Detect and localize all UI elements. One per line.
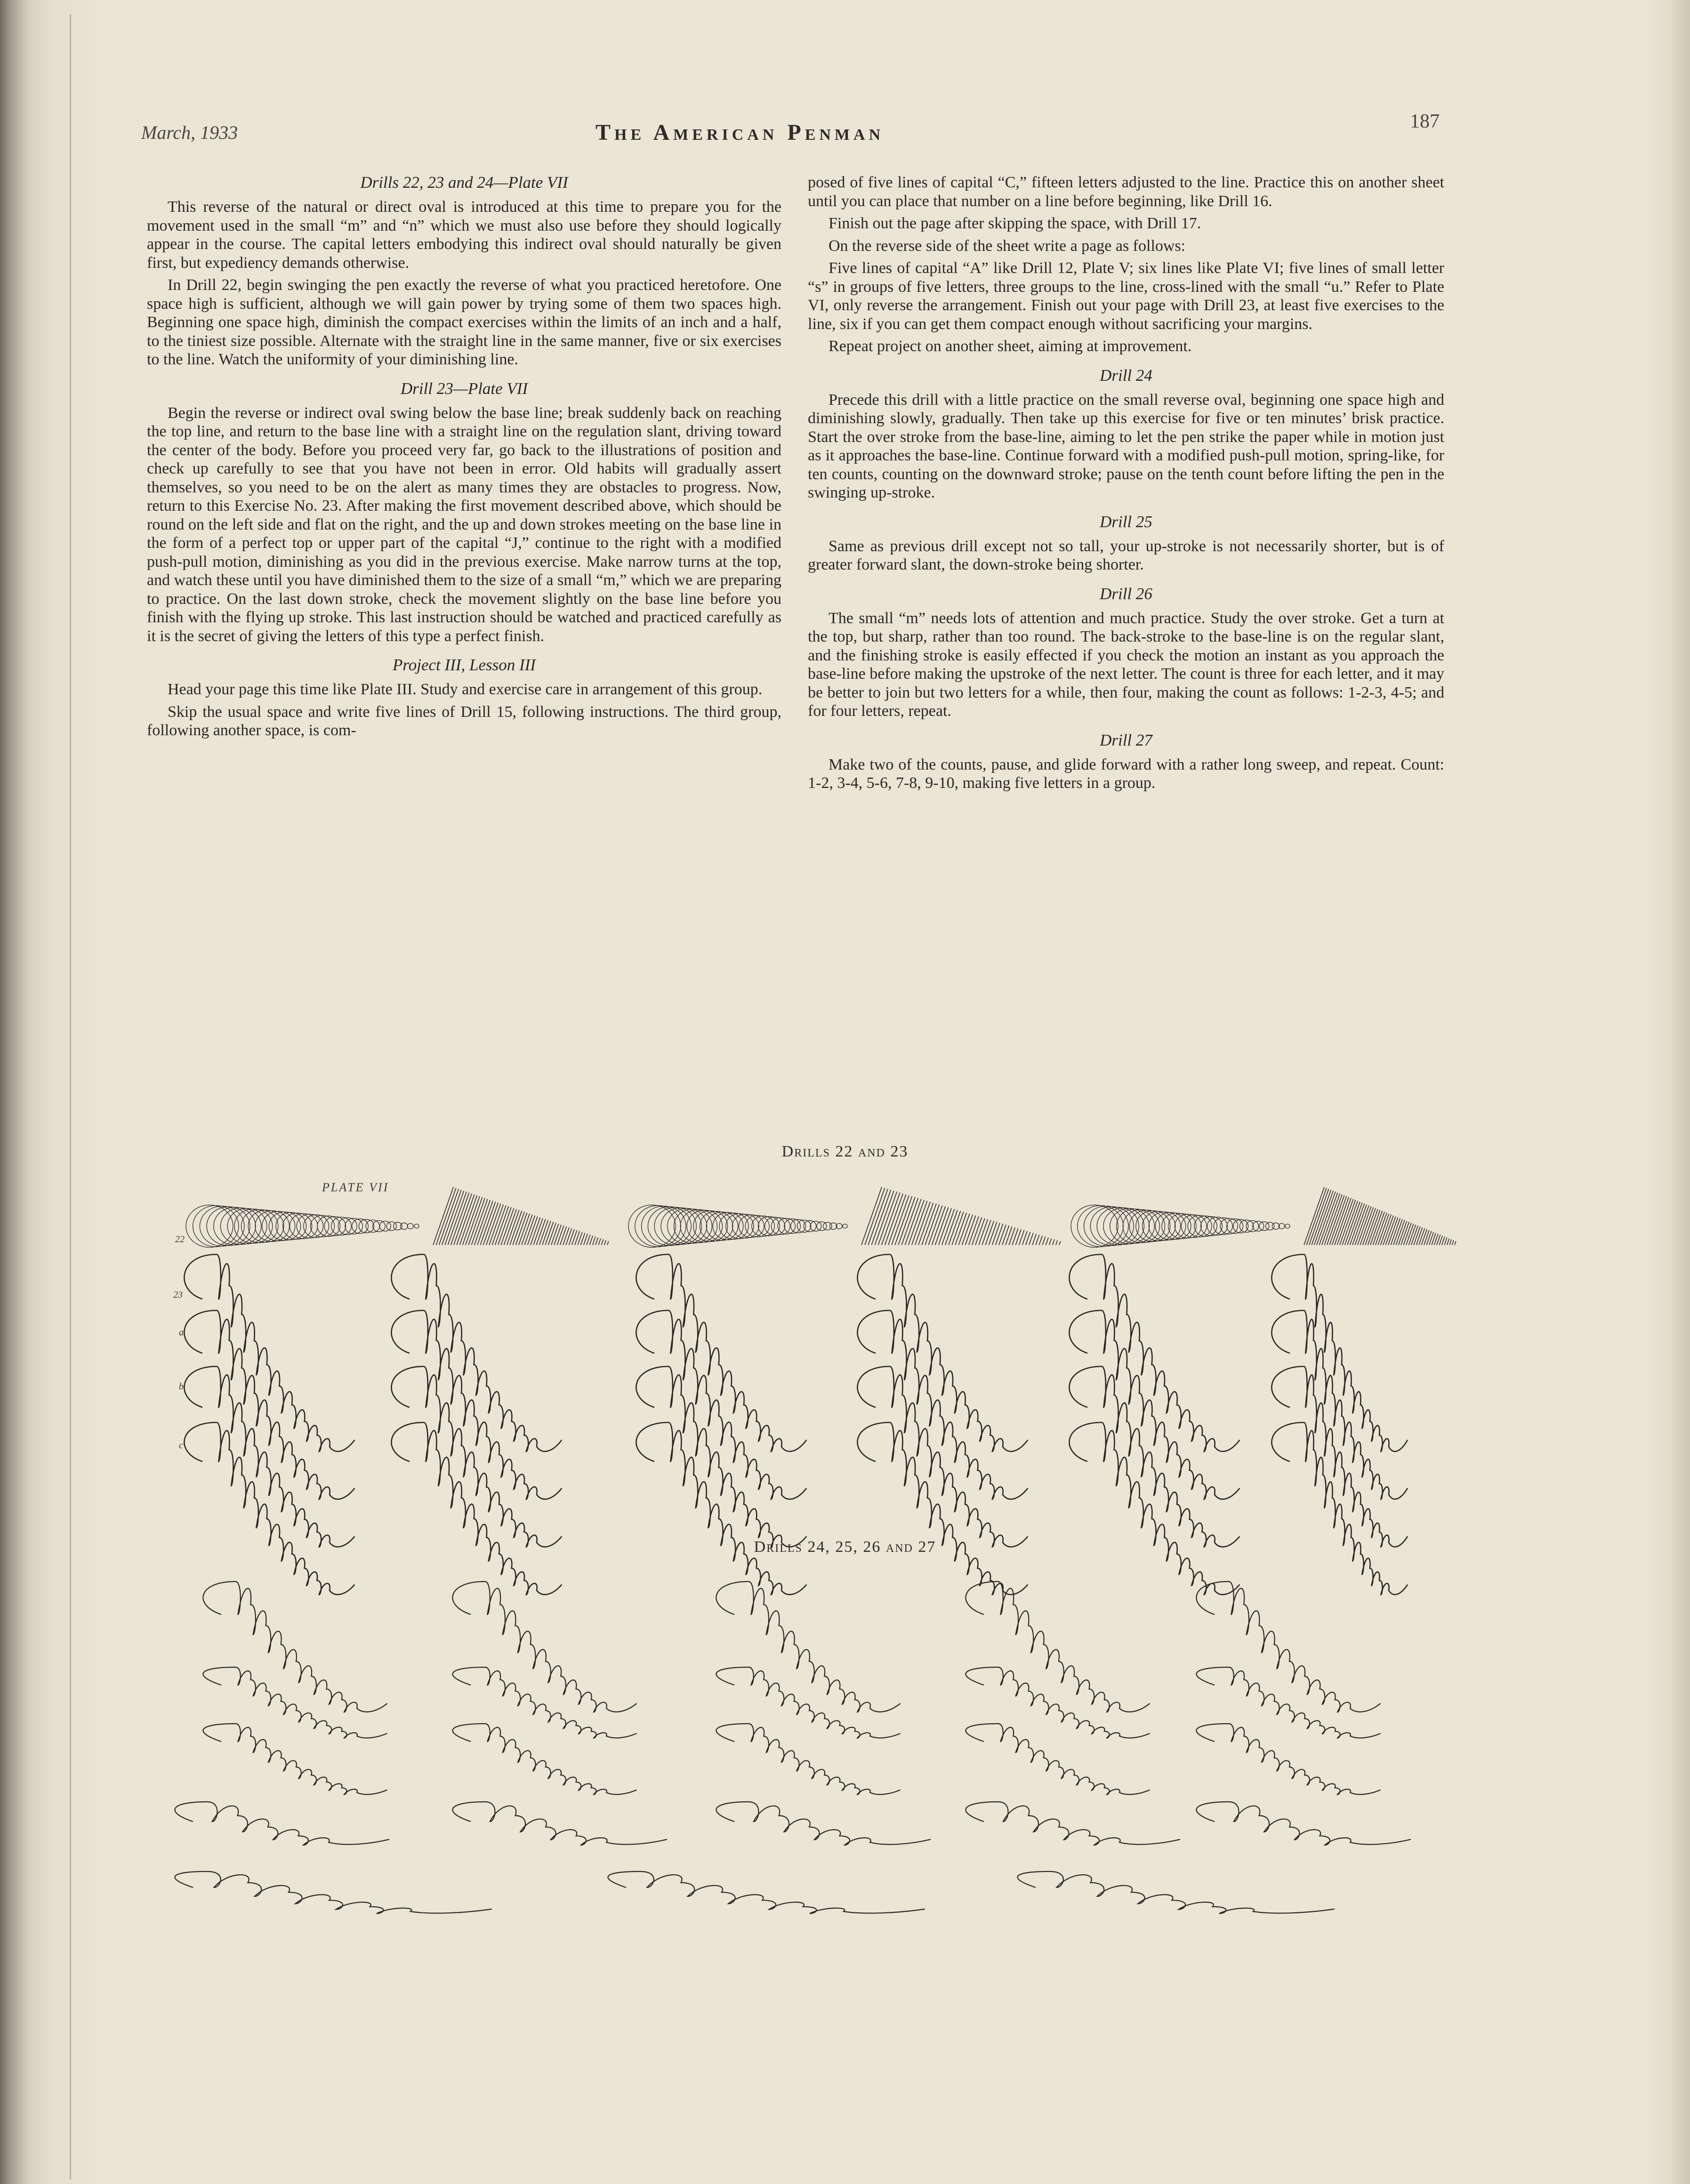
small-letter-drill-group: [608, 1871, 925, 1913]
small-letter-drill-group: [716, 1582, 900, 1712]
issue-date: March, 1933: [141, 122, 238, 143]
small-letter-drill-group: [966, 1582, 1150, 1712]
paragraph: Begin the reverse or indirect oval swing below the base line; break suddenly back on reaching the top line, and return to the base line with a straight line on the regulation slant, driving toward the center of the body. Before you proceed very far, go back to the illustrations of position and check up carefully to see that you have not been in error. Old habits will gradually assert themselves, so you need to be on the alert as many times they are obstacles to progress. Now, return to this Exercise No. 23. After making the first movement described above, which should be round on the left side and flat on the right, and the up and down strokes meeting on the base line in the form of a perfect top or upper part of the capital “J,” continue to the right with a modified push-pull motion, diminishing as you did in the previous exercise. Make narrow turns at the top, and watch these until you have diminished them to the size of a small “m,” which we are preparing to practice. On the last down stroke, check the movement slightly on the base line before you finish with the flying up stroke. This last instruction should be watched and practiced carefully as it is the secret of giving the letters of this type a perfect finish.: [147, 404, 781, 645]
capital-exercise-group: [1069, 1254, 1239, 1452]
small-letter-drill-group: [452, 1667, 636, 1738]
paragraph: This reverse of the natural or direct oval is introduced at this time to prepare you for the movement used in the small “m” and “n” which we must also use before they should logically appear in the course. The capital letters embodying this indirect oval should naturally be given first, but expediency demands otherwise.: [147, 198, 781, 272]
publication-title: The American Penman: [596, 120, 885, 145]
reverse-oval-exercise: [628, 1205, 847, 1247]
small-letter-drill-group: [966, 1667, 1150, 1738]
small-letter-drill-group: [1017, 1871, 1334, 1913]
small-letter-drill-group: [452, 1724, 636, 1795]
paragraph: The small “m” needs lots of attention and much practice. Study the over stroke. Get a turn at the top, but sharp, rather than too round. The back-stroke to the base-line is on the regular slant, and the finishing stroke is easily effected if you check the motion an instant as you approach the base-line before making the upstroke of the next letter. The count is three for each letter, and it may be better to join but two letters for a while, then four, making the count as follows: 1-2-3, 4-5; and for four letters, repeat.: [808, 609, 1444, 720]
push-pull-exercise: [861, 1187, 1061, 1245]
section-heading-drill-23: Drill 23—Plate VII: [400, 379, 528, 398]
reverse-oval-exercise: [1071, 1205, 1290, 1247]
small-letter-drill-group: [452, 1802, 667, 1845]
row-mark: b: [179, 1381, 184, 1392]
row-mark: a: [179, 1327, 184, 1338]
small-letter-drill-group: [1196, 1724, 1380, 1795]
capital-exercise-group: [857, 1422, 1028, 1595]
figure-caption-drills-24-27: Drills 24, 25, 26 and 27: [754, 1538, 936, 1556]
section-heading-project: Project III, Lesson III: [393, 656, 536, 674]
page-number: 187: [1410, 111, 1440, 132]
capital-exercise-group: [636, 1254, 806, 1452]
small-letter-drill-group: [203, 1582, 387, 1712]
paragraph: Five lines of capital “A” like Drill 12, Plate V; six lines like Plate VI; five lines of small letter “s” in groups of five letters, three groups to the line, cross-lined with the small “u.” Refer to Plate VI, only reverse the arrangement. Finish out your page with Drill 23, at least five exercises to the line, six if you can get them compact enough without sacrificing your margins.: [808, 259, 1444, 333]
drills-24-27-plate: [175, 1582, 1411, 1913]
capital-exercise-group: [391, 1254, 562, 1452]
row-mark: c: [179, 1440, 183, 1451]
capital-exercise-group: [184, 1254, 354, 1452]
push-pull-exercise: [1304, 1187, 1456, 1245]
small-letter-drill-group: [716, 1667, 900, 1738]
paragraph: Make two of the counts, pause, and glide forward with a rather long sweep, and repeat. Count: 1-2, 3-4, 5-6, 7-8, 9-10, making five letters in a group.: [808, 755, 1444, 792]
plate-vii-drills: [184, 1187, 1456, 1595]
capital-exercise-group: [1272, 1366, 1408, 1547]
small-letter-drill-group: [716, 1802, 931, 1845]
small-letter-drill-group: [175, 1802, 389, 1845]
capital-exercise-group: [636, 1422, 806, 1595]
figure-caption-drills-22-23: Drills 22 and 23: [781, 1143, 909, 1160]
capital-exercise-group: [184, 1422, 354, 1595]
paragraph: Skip the usual space and write five lines of Drill 15, following instructions. The third group, following another space, is com-: [147, 703, 781, 739]
small-letter-drill-group: [1196, 1802, 1411, 1845]
capital-exercise-group: [1272, 1254, 1408, 1452]
section-heading-drill-26: Drill 26: [1100, 584, 1152, 603]
plate-label: PLATE VII: [322, 1180, 389, 1194]
small-letter-drill-group: [1196, 1582, 1380, 1712]
push-pull-exercise: [433, 1187, 609, 1245]
paragraph: Head your page this time like Plate III. Study and exercise care in arrangement of this group.: [168, 681, 763, 698]
small-letter-drill-group: [966, 1724, 1150, 1795]
capital-exercise-group: [1272, 1310, 1408, 1499]
reverse-oval-exercise: [186, 1205, 419, 1247]
paragraph: Same as previous drill except not so tall, your up-stroke is not necessarily shorter, but is of greater forward slant, the down-stroke being shorter.: [808, 537, 1444, 573]
small-letter-drill-group: [966, 1802, 1180, 1845]
capital-exercise-group: [391, 1422, 562, 1595]
small-letter-drill-group: [452, 1582, 636, 1712]
capital-exercise-group: [1069, 1422, 1239, 1595]
paragraph: posed of five lines of capital “C,” fifteen letters adjusted to the line. Practice this on another sheet until you can place that number on a line before beginning, like Drill 16.: [808, 174, 1444, 210]
small-letter-drill-group: [716, 1724, 900, 1795]
row-mark: 23: [173, 1290, 183, 1300]
small-letter-drill-group: [203, 1724, 387, 1795]
capital-exercise-group: [857, 1254, 1028, 1452]
small-letter-drill-group: [175, 1871, 491, 1913]
small-letter-drill-group: [1196, 1667, 1380, 1738]
section-heading-drill-25: Drill 25: [1100, 512, 1152, 531]
paragraph: Precede this drill with a little practice on the small reverse oval, beginning one space high and diminishing slowly, gradually. Then take up this exercise for five or ten minutes’ brisk practice. Start the over stroke from the base-line, aiming to let the pen strike the paper while in motion just as it approaches the base-line. Continue forward with a modified push-pull motion, spring-like, for ten counts, counting on the downward stroke; pause on the tenth count before lifting the pen in the swinging up-stroke.: [808, 391, 1444, 501]
section-heading-drill-27: Drill 27: [1100, 731, 1152, 749]
small-letter-drill-group: [203, 1667, 387, 1738]
capital-exercise-group: [1272, 1422, 1408, 1595]
paragraph: On the reverse side of the sheet write a page as follows:: [829, 237, 1186, 255]
section-heading-drills-22-24: Drills 22, 23 and 24—Plate VII: [360, 173, 568, 192]
row-mark: 22: [175, 1234, 185, 1245]
paragraph: Finish out the page after skipping the space, with Drill 17.: [829, 215, 1201, 232]
section-heading-drill-24: Drill 24: [1100, 366, 1152, 385]
paragraph: In Drill 22, begin swinging the pen exactly the reverse of what you practiced heretofore. One space high is sufficient, although we will gain power by trying some of them two spaces high. Beginning one space high, diminish the compact exercises within the limits of an inch and a half, to the tiniest size possible. Alternate with the straight line in the same manner, five or six exercises to the line. Watch the uniformity of your diminishing line.: [147, 276, 781, 368]
paragraph: Repeat project on another sheet, aiming at improvement.: [829, 337, 1192, 355]
